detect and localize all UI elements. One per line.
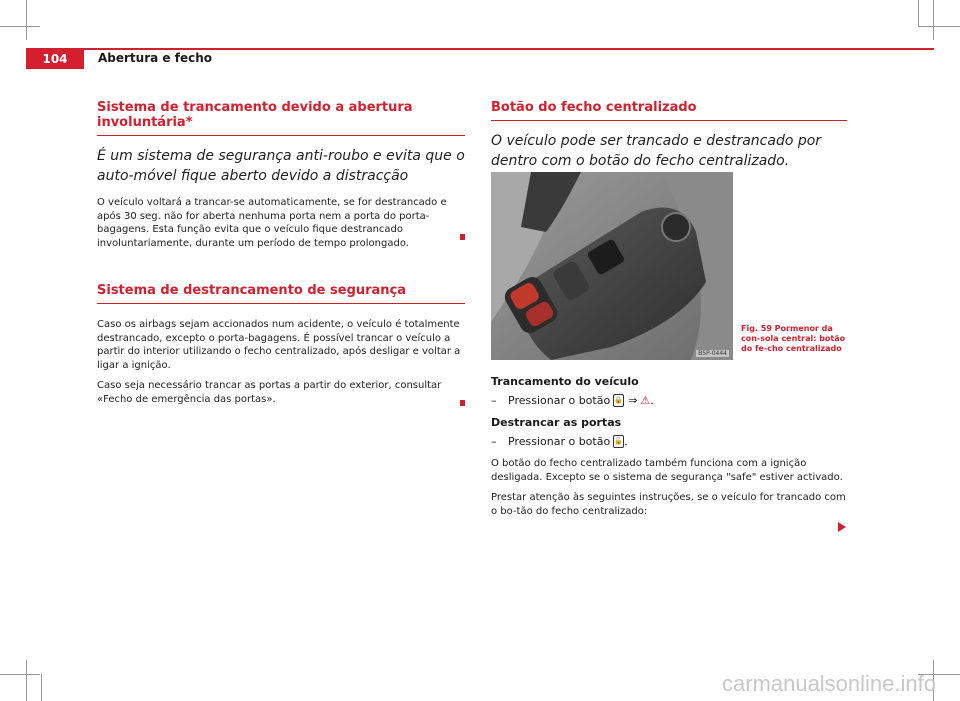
section-lead: É um sistema de segurança anti-roubo e evita que o auto-móvel fique aberto devido a distracção (97, 148, 465, 184)
continue-arrow-icon (838, 522, 846, 532)
crop-mark (26, 0, 27, 40)
body-text: Prestar atenção às seguintes instruções, se o veículo for trancado com o bo-tão do fecho centralizado: (491, 492, 846, 517)
unlock-icon: 🔓 (613, 435, 624, 448)
crop-mark (0, 674, 40, 675)
section-lead: O veículo pode ser trancado e destrancado por dentro com o botão do fecho centralizado. (491, 133, 822, 169)
figure-central-console (491, 172, 733, 360)
crop-mark (41, 674, 42, 701)
ref-arrow: ⇒ (628, 394, 638, 407)
crop-mark (26, 660, 27, 701)
page-number: 104 (26, 49, 84, 69)
section-body: O veículo voltará a trancar-se automaticamente, se for destrancado e após 30 seg. não for aberta nenhuma porta nem a porta do porta-bagagens. Esta função evita que o veículo fique destrancado involuntariamente, durante um período de tempo prolongado. (97, 197, 447, 249)
step-text: Pressionar o botão (508, 394, 611, 407)
warning-icon: ⚠ (640, 394, 651, 407)
section-body: Caso seja necessário trancar as portas a partir do exterior, consultar «Fecho de emergência das portas». (97, 380, 442, 405)
subheading-unlock: Destrancar as portas (491, 416, 622, 429)
figure-code: B5P-0444 (698, 350, 727, 357)
step-dash: – (491, 394, 497, 407)
header-rule (26, 48, 934, 50)
section-end-marker-icon (460, 234, 465, 240)
page-header-title: Abertura e fecho (98, 51, 212, 65)
section-body: Caso os airbags sejam accionados num acidente, o veículo é totalmente destrancado, excepto o porta-bagagens. É possível trancar o veículo a partir do interior utilizando o fecho centralizado, após desligar e voltar a ligar a ignição. (97, 319, 461, 371)
crop-mark (0, 26, 40, 27)
step-dash: – (491, 435, 497, 448)
crop-mark (918, 26, 960, 27)
figure-caption: Fig. 59 Pormenor da con-sola central: botão do fe-cho centralizado (741, 324, 846, 353)
section-heading-central-locking: Botão do fecho centralizado (491, 100, 847, 121)
left-column (97, 100, 465, 413)
watermark: carmanualsonline.info (721, 671, 936, 696)
crop-mark (918, 0, 919, 26)
section-heading-auto-relock: Sistema de trancamento devido a abertura involuntária* (97, 100, 465, 136)
section-heading-safety-unlock: Sistema de destrancamento de segurança (97, 283, 465, 304)
step-lock (491, 394, 847, 407)
step-unlock (491, 435, 847, 448)
console-illustration (491, 172, 733, 360)
right-column-lower (491, 375, 847, 525)
step-period: . (650, 394, 654, 407)
step-text: Pressionar o botão (508, 435, 611, 448)
lock-icon: 🔒 (613, 394, 624, 407)
crop-mark (933, 0, 934, 40)
step-period: . (624, 435, 628, 448)
subheading-lock: Trancamento do veículo (491, 375, 639, 388)
body-text: O botão do fecho centralizado também funciona com a ignição desligada. Excepto se o sistema de segurança "safe" estiver activado. (491, 458, 843, 483)
right-column (491, 100, 847, 181)
section-end-marker-icon (460, 400, 465, 406)
